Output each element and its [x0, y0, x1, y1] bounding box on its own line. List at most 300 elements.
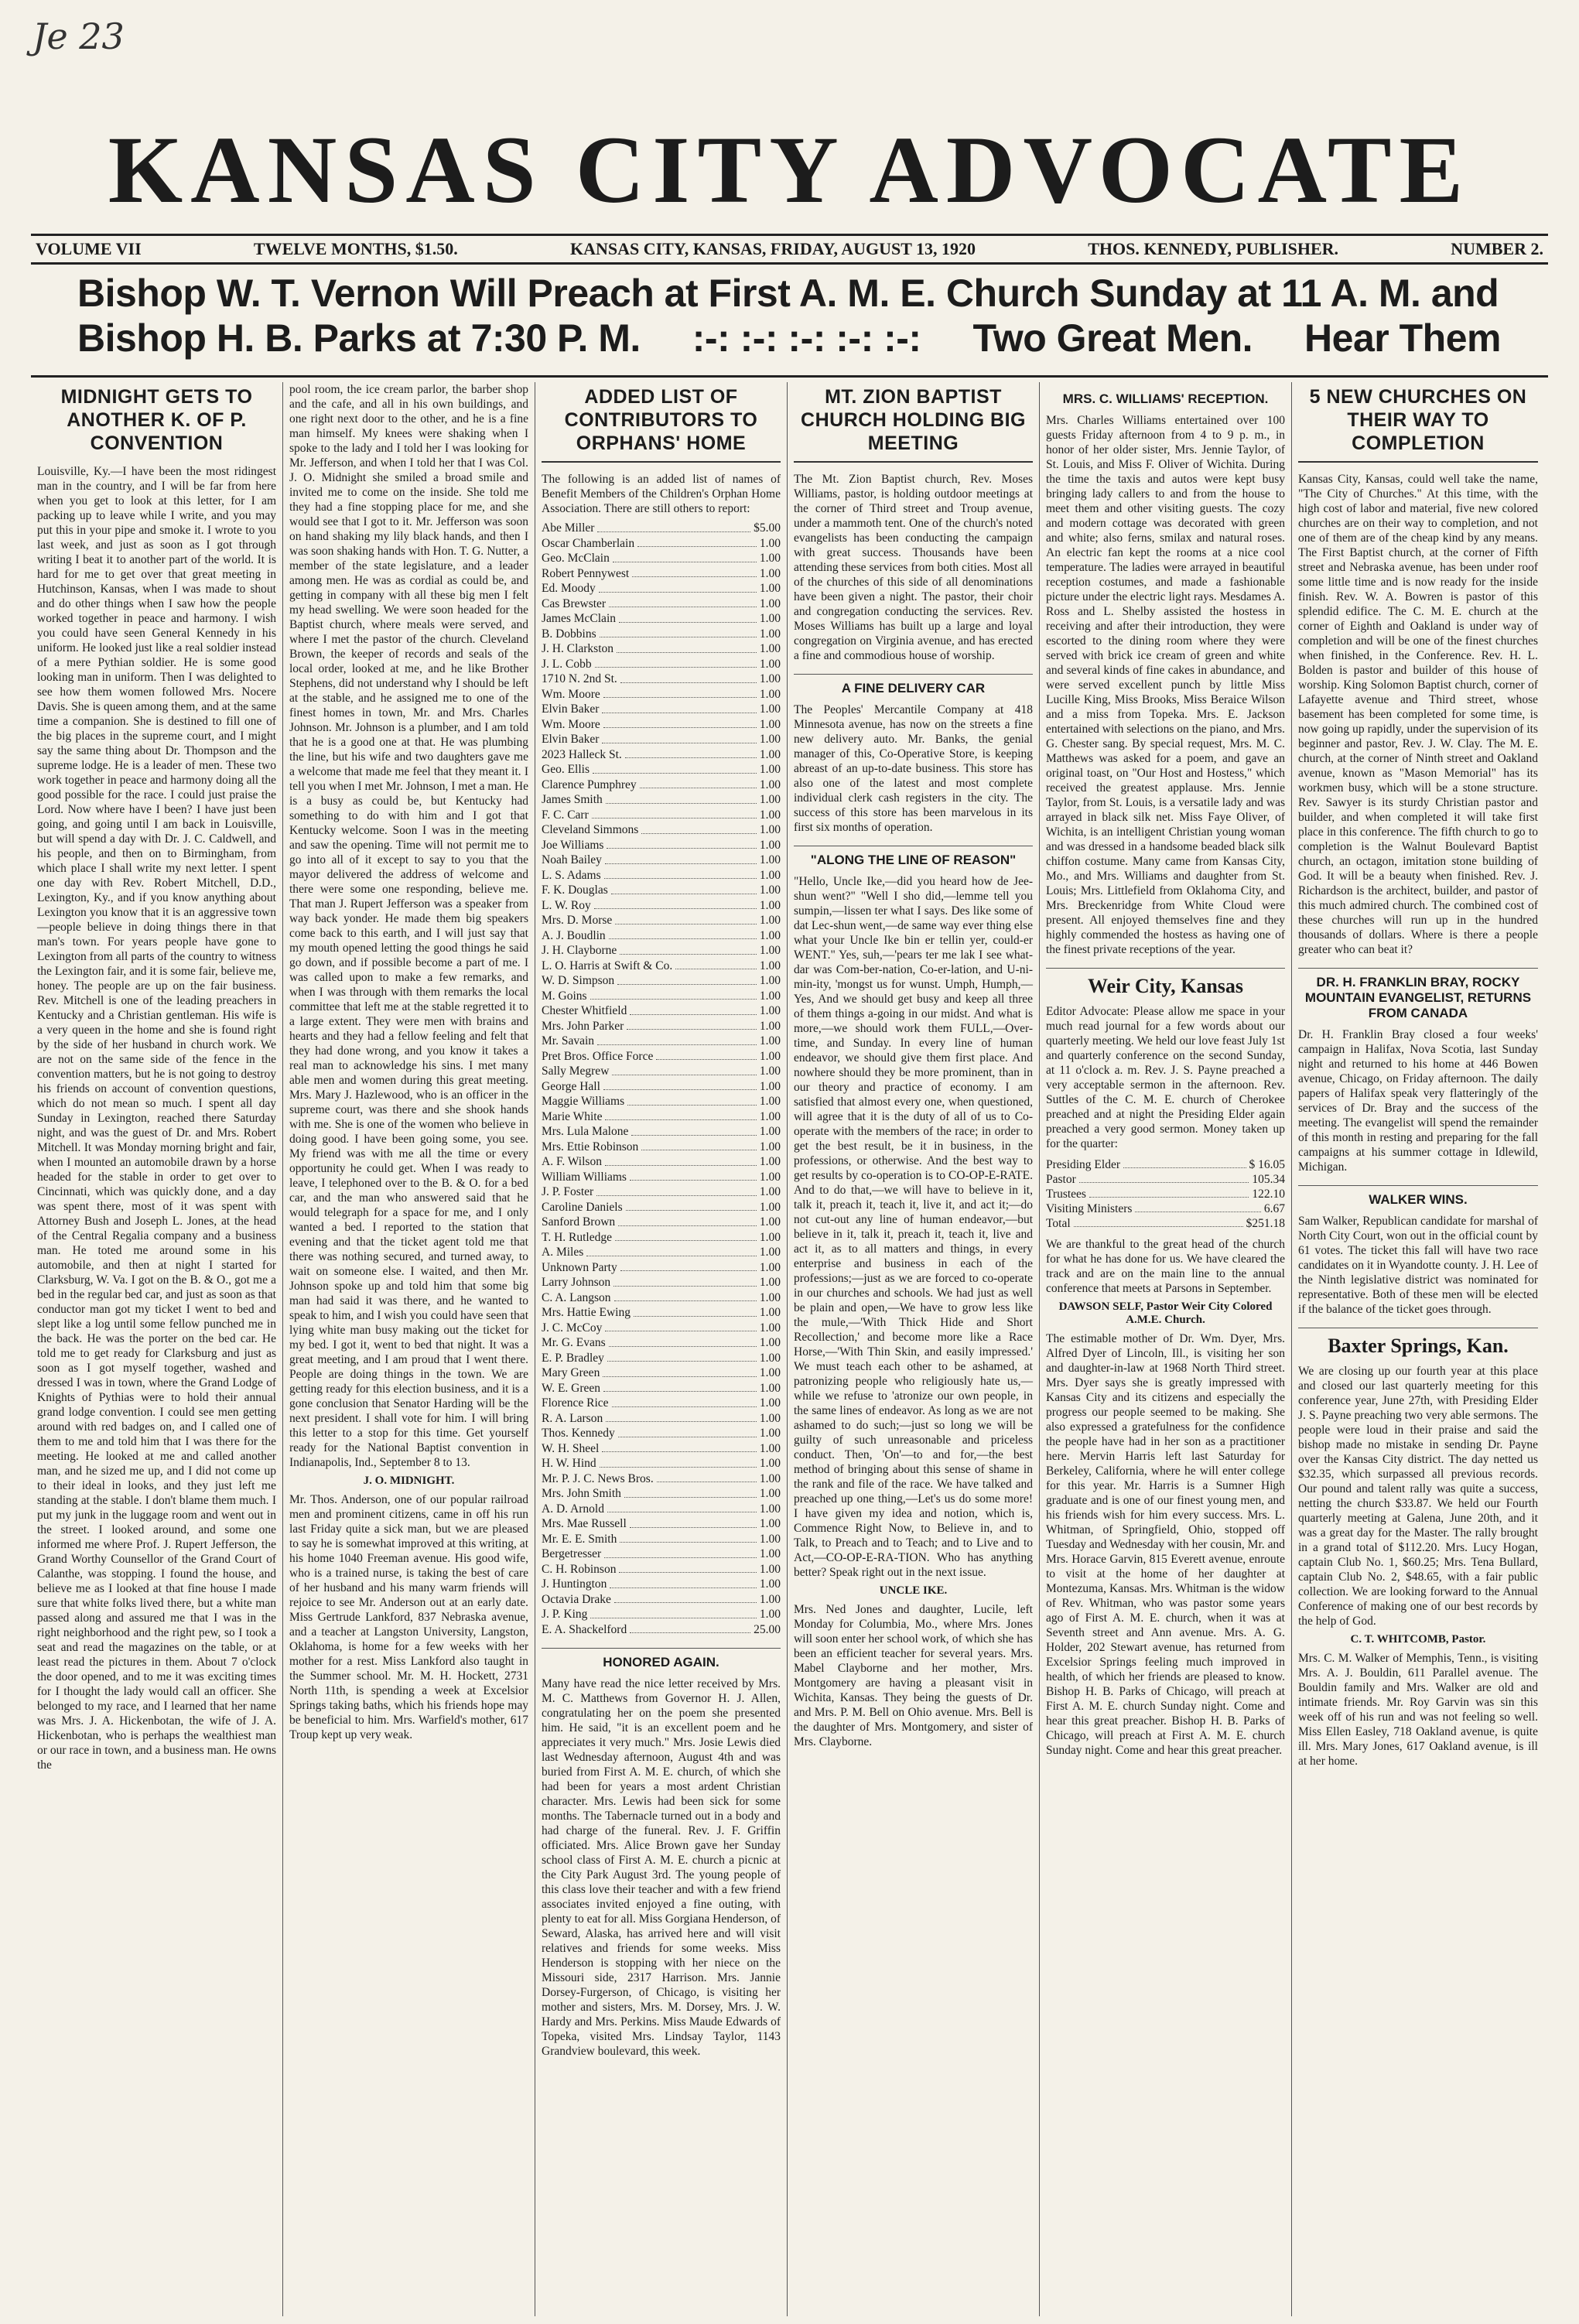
contributor-amount: 1.00: [759, 687, 781, 701]
contributor-amount: 1.00: [759, 1049, 781, 1063]
contributor-name: J. H. Clayborne: [542, 944, 617, 957]
contributor-name: Mrs. Lula Malone: [542, 1125, 629, 1138]
contributor-leader: [613, 1275, 757, 1287]
contributor-row: [542, 521, 781, 536]
contributor-name: Mrs. John Parker: [542, 1019, 624, 1033]
contributor-row: [542, 627, 781, 642]
headline-mt-zion: MT. ZION BAPTIST CHURCH HOLDING BIG MEETING: [794, 385, 1033, 463]
contributor-amount: 1.00: [759, 944, 781, 957]
contributor-name: Joe Williams: [542, 838, 604, 852]
contributor-amount: 1.00: [759, 1079, 781, 1093]
contributor-amount: 1.00: [759, 959, 781, 972]
contributor-amount: 1.00: [759, 1592, 781, 1606]
contributor-leader: [612, 1396, 757, 1407]
contributor-name: Pret Bros. Office Force: [542, 1049, 654, 1063]
contributor-row: [542, 1441, 781, 1457]
subhead-line-of-reason: "ALONG THE LINE OF REASON": [794, 846, 1033, 868]
contributor-name: W. H. Sheel: [542, 1441, 600, 1455]
contributor-name: A. Miles: [542, 1246, 584, 1259]
contributor-amount: 1.00: [759, 1019, 781, 1033]
contributor-row: [542, 1260, 781, 1276]
contributor-name: H. W. Hind: [542, 1457, 596, 1470]
contributor-amount: 1.00: [759, 868, 781, 882]
contributor-amount: 1.00: [759, 733, 781, 746]
banner-line-2d: Hear Them: [1304, 316, 1501, 360]
contributor-name: James McClain: [542, 612, 616, 625]
contributor-leader: [637, 536, 757, 548]
contributor-leader: [604, 868, 757, 880]
banner-headline: [77, 271, 1501, 371]
quarter-money-list: [1046, 1157, 1285, 1231]
contributor-amount: 1.00: [759, 1230, 781, 1244]
contributor-amount: 1.00: [759, 974, 781, 987]
contributor-amount: 1.00: [759, 582, 781, 595]
contributor-leader: [641, 1140, 757, 1151]
contributor-leader: [618, 1215, 757, 1226]
money-name: Visiting Ministers: [1046, 1202, 1133, 1215]
contributor-leader: [607, 1351, 757, 1362]
contributor-name: Sanford Brown: [542, 1215, 616, 1229]
contributor-amount: 1.00: [759, 1487, 781, 1500]
contributor-name: Mrs. Ettie Robinson: [542, 1140, 639, 1153]
contributor-name: 2023 Halleck St.: [542, 747, 622, 761]
contributor-leader: [602, 1441, 757, 1453]
contributor-row: [542, 1502, 781, 1517]
contributor-row: [542, 641, 781, 657]
personals-col4: Mrs. Ned Jones and daughter, Lucile, left Monday for Columbia, Mo., where Mrs. Jones will soon enter her school work, of which she has been an efficient teacher for several years. Mrs. Mabel Clayborne and her mother, Mrs. Montgomery are having a pleasant visit in Wichita, Kansas. They being the guests of Dr. and Mrs. P. M. Bell on Ohio avenue. Mrs. Bell is the daughter of Mrs. Montgomery, and sister of Mrs. Clayborne.: [794, 1603, 1033, 1748]
contributor-amount: 1.00: [759, 823, 781, 836]
contributor-leader: [630, 1170, 757, 1181]
contributor-leader: [586, 1245, 757, 1256]
article-weir-city: Editor Advocate: Please allow me space in your much read journal for a few words about our quarterly meeting. We held our love feast July 1st and quarterly conference on the second Sunday, at 11 o'clock a. m. Rev. J. S. Payne preached a very acceptable sermon in the afternoon. Rev. Suttles of the C. M. E. church of Cherokee preached and at night the Presiding Elder again preached a very good sermon. Money taken up for the quarter:: [1046, 1005, 1285, 1150]
contributor-amount: 1.00: [759, 1109, 781, 1123]
contributor-amount: 1.00: [759, 536, 781, 550]
contributor-amount: 1.00: [759, 1306, 781, 1319]
contributor-name: B. Dobbins: [542, 627, 596, 641]
contributor-amount: 1.00: [759, 989, 781, 1003]
contributor-name: M. Goins: [542, 989, 587, 1003]
contributor-amount: 1.00: [759, 1351, 781, 1365]
contributor-row: [542, 747, 781, 763]
contributor-name: E. P. Bradley: [542, 1351, 604, 1365]
contributor-name: Elvin Baker: [542, 733, 600, 746]
contributor-leader: [619, 611, 757, 623]
column-1: [31, 382, 283, 2316]
contributor-leader: [606, 792, 757, 804]
contributor-amount: 1.00: [759, 1532, 781, 1546]
contributor-leader: [632, 566, 757, 578]
contributor-leader: [615, 913, 757, 924]
contributor-amount: 1.00: [759, 672, 781, 685]
contributor-amount: 1.00: [759, 1290, 781, 1304]
contributor-row: [542, 838, 781, 853]
contributor-name: R. A. Larson: [542, 1411, 603, 1425]
contributor-name: Noah Bailey: [542, 853, 602, 866]
contributor-name: George Hall: [542, 1079, 600, 1093]
article-line-of-reason: "Hello, Uncle Ike,—did you heard how de Jee-shun went?" "Well I sho did,—lemme tell you sumpin,—lissen ter what I says. Des like some of dat Lec-shun went,—de same way ever thing else what your Uncle Ike bin er tellin yer, could-er WENT." Yes, suh,—'pears ter me lak I see what-dar was Com-ber-nation, Co-er-lation, and U-ni-min-ity, 'mongst us for wunst. Umph, Humph,—Yes, And we should get busy and keep all three of them things a-going in our midst. And what is more,—we should work them FULL,—Over-time, and Sunday. In every line of human endeavor, we should give them first place. And nowhere should they be more prominent, than in our theory and practice of economy. I am satisfied that almost every one, when questioned, will agree that it is the duty of all of us to Co-operate with the members of the race; in order to get the best result, be it in business, in the professions, or otherwise. And the best way to get results by co-operation is to CO-OP-E-RATE. And to do that,—we will have to believe in it, talk it, preach it, teach it, live it, and act it;—do not cut-out any line of human endeavor,—but believe in it, talk it, preach it, teach it, live and act it, as to all matters and things, in every enterprise and business in each of the professions;—just as we are forced to co-operate in our churches and schools. We had just as well be plain and open,—We have to grow less like the mule,—'With Thick Hide and Short Recollection,' and become more like a Race Horse,—'With Thin Skin, and easily impressed.' We must teach each other to be ashamed, at patronizing people who religiously hate us,—while we refuse to 'atronize our own people, in the same lines of endeavor. As long as we are not ashamed to do such;—just so long we will be guilty of such unreasonable and priceless conduct. Then, 'On'—to and for,—the best method of bringing about this sense of shame in the rank and file of the race. We have talked and preached up one thing,—Let's us do some more! I have given my idea and notion, which is, Commence Right Now, to Believe in, and to Talk, to Preach and to Teach; and to Live and to Act,—CO-OP-E-RA-TION. Who has anything better? Speak right out in the next issue.: [794, 875, 1033, 1579]
contributor-amount: 1.00: [759, 928, 781, 942]
money-name: Pastor: [1046, 1173, 1076, 1186]
money-row: [1046, 1157, 1285, 1172]
contributor-row: [542, 868, 781, 883]
contributor-amount: 1.00: [759, 747, 781, 761]
contributor-leader: [641, 822, 757, 834]
article-bray: Dr. H. Franklin Bray closed a four weeks' campaign in Halifax, Nova Scotia, last Sunday night and returned to his home at 446 Bowen avenue, Chicago, on Friday afternoon. The daily papers of Halifax speak very flatteringly of the services of Dr. Bray and the success of the meeting. The evangelist will spend the remainder of this month in resting and preparing for the fall campaigns at his summer cottage in Idlewild, Michigan.: [1298, 1028, 1538, 1174]
money-name: Trustees: [1046, 1188, 1086, 1201]
contributor-name: Cleveland Simmons: [542, 823, 639, 836]
money-leader: [1079, 1172, 1249, 1183]
contributor-row: [542, 1592, 781, 1608]
contributor-amount: 1.00: [759, 1577, 781, 1591]
contributor-leader: [612, 1064, 756, 1075]
contributor-name: C. H. Robinson: [542, 1562, 617, 1576]
contributor-amount: 1.00: [759, 1065, 781, 1078]
contributor-name: Wm. Moore: [542, 687, 600, 701]
column-3: [535, 382, 788, 2316]
contributor-leader: [602, 732, 756, 743]
contributor-name: Caroline Daniels: [542, 1200, 623, 1214]
contributor-leader: [618, 1426, 757, 1437]
contributor-name: Mr. P. J. C. News Bros.: [542, 1471, 654, 1485]
contributor-amount: 1.00: [759, 552, 781, 565]
contributor-amount: 1.00: [759, 1185, 781, 1198]
contributor-row: [542, 1381, 781, 1396]
contributor-row: [542, 536, 781, 552]
contributor-row: [542, 853, 781, 868]
article-mt-zion-body: The Mt. Zion Baptist church, Rev. Moses Williams, pastor, is holding outdoor meetings at the corner of Third street and Troup avenue, under a mammoth tent. One of the church's noted evangelists has been conducting the campaign with great success. Thousands have been attending these services from both cities. Most all of the churches of this side of all denominations have been given a night. The pastor, their choir and congregation conducting the services. Rev. Moses Williams has built up a large and loyal congregation on Virginia avenue, and has erected a fine and commodious house of worship.: [794, 473, 1033, 662]
contributor-amount: 1.00: [759, 1336, 781, 1349]
contributor-amount: 1.00: [759, 717, 781, 731]
contributor-name: A. F. Wilson: [542, 1155, 602, 1168]
contributor-leader: [619, 1562, 756, 1574]
contributor-row: [542, 1019, 781, 1034]
contributor-leader: [605, 1109, 756, 1121]
contributor-amount: 1.00: [759, 1155, 781, 1168]
column-2: [283, 382, 535, 2316]
contributor-name: Robert Pennywest: [542, 566, 630, 580]
contributor-amount: 1.00: [759, 883, 781, 897]
contributor-name: Mrs. Mae Russell: [542, 1517, 627, 1530]
contributor-row: [542, 611, 781, 627]
contributor-name: Clarence Pumphrey: [542, 778, 637, 791]
contributor-amount: 1.00: [759, 657, 781, 671]
contributor-leader: [620, 1532, 757, 1543]
contributor-amount: 1.00: [759, 1276, 781, 1289]
contributor-name: J. P. Foster: [542, 1185, 594, 1198]
contributor-row: [542, 1124, 781, 1140]
contributor-row: [542, 566, 781, 582]
subhead-baxter-springs: Baxter Springs, Kan.: [1298, 1328, 1538, 1358]
contributor-row: [542, 1109, 781, 1125]
contributor-name: F. C. Carr: [542, 808, 589, 822]
contributor-amount: 1.00: [759, 1608, 781, 1621]
contributor-row: [542, 732, 781, 747]
contributor-leader: [593, 762, 757, 774]
subscription-price: TWELVE MONTHS, $1.50.: [253, 239, 458, 258]
masthead-title: KANSAS CITY ADVOCATE: [108, 117, 1471, 223]
contributor-row: [542, 581, 781, 596]
headline-midnight: MIDNIGHT GETS TO ANOTHER K. OF P. CONVENTION: [60, 386, 253, 454]
contributor-name: W. D. Simpson: [542, 974, 615, 987]
contributor-leader: [625, 747, 757, 759]
contributor-row: [542, 1486, 781, 1502]
contributor-leader: [590, 989, 757, 1000]
contributor-leader: [675, 959, 757, 970]
contributor-amount: 25.00: [754, 1622, 781, 1636]
contributor-leader: [630, 1516, 757, 1528]
contributor-name: Florence Rice: [542, 1396, 609, 1410]
contributor-name: J. H. Clarkston: [542, 642, 613, 655]
contributor-row: [542, 1411, 781, 1427]
contributor-name: Mrs. D. Morse: [542, 914, 613, 927]
contributor-name: Mrs. John Smith: [542, 1487, 621, 1500]
contributor-name: L. W. Roy: [542, 898, 591, 912]
subhead-weir-city: Weir City, Kansas: [1046, 968, 1285, 998]
article-baxter-springs: We are closing up our fourth year at this place and closed our last quarterly meeting for this conference year, June 27th, with Presiding Elder J. S. Payne preaching two very able sermons. The people were loud in their praise and said the bishop made no mistake in sending Dr. Payne over the Kansas City district. The day netted us $32.35, which surpassed all previous records. Our pound and talent rally was quite a success, netting the church $33.87. We held our Fourth quarterly meeting at Galena, June 20th, and it was a great day for the Master. The rally brought in a grand total of $112.20. Mrs. Lucy Hogan, captain Club No. 1, $60.25; Mrs. Tena Bullard, captain Club No. 2, $48.65, with a fair public collection. We are looking forward to the Annual Conference of making one of our best records by the help of God.: [1298, 1365, 1538, 1628]
contributor-row: [542, 1365, 781, 1381]
subhead-delivery-car: A FINE DELIVERY CAR: [794, 674, 1033, 696]
article-walker-wins: Sam Walker, Republican candidate for marshal of North City Court, won out in the official count by 61 votes. The ticket this fall will have two race candidates on it in Wyandotte county. J. H. Lee of the Ninth legislative district was nominated for representative. Both of these men will be elected if the balance of the ticket goes through.: [1298, 1215, 1538, 1316]
money-amount: 6.67: [1263, 1202, 1285, 1215]
contributor-row: [542, 1532, 781, 1547]
contributor-name: J. L. Cobb: [542, 657, 592, 671]
contributor-row: [542, 1200, 781, 1215]
contributor-amount: 1.00: [759, 1457, 781, 1470]
contributor-name: Geo. Ellis: [542, 763, 590, 776]
contributor-leader: [609, 928, 757, 940]
contributor-leader: [603, 687, 757, 699]
contributor-name: Oscar Chamberlain: [542, 536, 635, 550]
contributor-leader: [594, 898, 757, 910]
contributor-leader: [657, 1471, 757, 1483]
contributor-row: [542, 1245, 781, 1260]
contributor-name: Chester Whitfield: [542, 1004, 627, 1017]
contributor-leader: [592, 808, 757, 819]
handwritten-mark: Je 23: [32, 15, 125, 57]
contributor-leader: [630, 1622, 750, 1634]
contributor-row: [542, 1154, 781, 1170]
contributor-row: [542, 1351, 781, 1366]
column-6: [1292, 382, 1544, 2316]
contributor-amount: 1.00: [759, 1471, 781, 1485]
money-row: [1046, 1172, 1285, 1187]
contributor-leader: [605, 1154, 757, 1166]
contributor-row: [542, 1003, 781, 1019]
money-amount: 105.34: [1252, 1173, 1285, 1186]
contributor-amount: 1.00: [759, 596, 781, 610]
contributor-leader: [620, 672, 757, 683]
contributor-amount: 1.00: [759, 642, 781, 655]
contributor-row: [542, 883, 781, 898]
contributor-name: Geo. McClain: [542, 552, 610, 565]
contributor-leader: [620, 943, 757, 955]
banner-rule: [31, 375, 1548, 378]
contributor-leader: [605, 853, 757, 864]
contributor-amount: 1.00: [759, 1427, 781, 1440]
contributor-leader: [597, 1034, 757, 1045]
money-row: [1046, 1201, 1285, 1216]
banner-line-2: [77, 316, 1501, 361]
money-amount: $251.18: [1246, 1217, 1285, 1230]
contributor-amount: $5.00: [754, 521, 781, 535]
contributor-leader: [603, 1079, 757, 1091]
contributor-name: A. J. Boudlin: [542, 928, 606, 942]
money-amount: 122.10: [1252, 1188, 1285, 1201]
contributor-row: [542, 1396, 781, 1411]
headline-contributors: ADDED LIST OF CONTRIBUTORS TO ORPHANS' HOME: [542, 385, 781, 463]
money-leader: [1074, 1216, 1243, 1227]
columns: [31, 382, 1548, 2316]
contributor-amount: 1.00: [759, 1411, 781, 1425]
contributor-amount: 1.00: [759, 1170, 781, 1184]
dateline: [31, 234, 1548, 265]
contributor-name: T. H. Rutledge: [542, 1230, 612, 1244]
contributor-row: [542, 1516, 781, 1532]
contributor-name: J. C. McCoy: [542, 1321, 603, 1335]
column-5: [1040, 382, 1292, 2316]
contributor-row: [542, 1049, 781, 1065]
contributor-leader: [630, 1003, 757, 1015]
contributor-row: [542, 1546, 781, 1562]
contributor-name: C. A. Langson: [542, 1290, 611, 1304]
contributor-leader: [620, 1260, 757, 1272]
contributor-amount: 1.00: [759, 1200, 781, 1214]
contributor-amount: 1.00: [759, 1502, 781, 1516]
contributor-amount: 1.00: [759, 808, 781, 822]
whitcomb-signature: C. T. WHITCOMB, Pastor.: [1350, 1633, 1486, 1646]
contributor-amount: 1.00: [759, 1441, 781, 1455]
article-reception: Mrs. Charles Williams entertained over 100 guests Friday afternoon from 4 to 9 p. m., in honor of her older sister, Mrs. Jennie Taylor, of St. Louis, and Miss F. Oliver of Wichita. During the time the taxis and autos were kept busy bringing lady callers to and from the house to meet them and other visiting guests. The cozy and modern cottage was decorated with green and white; also ferns, smilax and natural roses. An electric fan kept the rooms at a nice cool temperature. The ladies were arrayed in beautiful reception costumes, and made a fashionable picture under the electric light rays. Mesdames A. Ross and L. Shelby assisted the hostess in receiving and after their introduction, they were escorted to the dining room where they were served with brick ice cream of green and white and several kinds of fine cakes in abundance, and were served excellent punch by little Miss Lucille King, Miss Brooks, Miss Beraice Wilson and a miss from Topeka. Mrs. E. Jackson entertained with selections on the piano, and Mrs. G. Chester sang. By special request, Mrs. M. C. Matthews was asked for a poem, and gave an original toast, on "Our Host and Hostess," which received the greatest applause. Mrs. Jennie Taylor, from St. Louis, is a versatile lady and was arrayed in black silk net. Miss Faye Oliver, of Wichita, is an intelligent Christian young woman and was dressed in a handsome beaded black silk chiffon costume. Many came from Kansas City, Mo., and Mrs. Williams and daughter from St. Louis; Mrs. Littlefield from Oklahoma City, and Mrs. Breckenridge from White Cloud were present. All enjoyed themselves fine and they highly commended the hostess as having one of the finest private receptions of the year.: [1046, 414, 1285, 956]
contributor-amount: 1.00: [759, 1562, 781, 1576]
money-leader: [1135, 1201, 1260, 1212]
contributor-name: Mr. G. Evans: [542, 1336, 606, 1349]
contributor-row: [542, 1064, 781, 1079]
banner-line-2c: Two Great Men.: [972, 316, 1253, 360]
contributor-row: [542, 959, 781, 974]
contributor-leader: [617, 641, 757, 653]
contributor-leader: [605, 1321, 757, 1332]
personals-col3: Many have read the nice letter received by Mrs. M. C. Matthews from Governor H. J. Allen, congratulating her on the poem she presented him. He said, "it is an excellent poem and he appreciates it very much." Mrs. Josie Lewis died last Wednesday afternoon, August 4th and was buried from First A. M. E. church, of which she had been for years a most ardent Christian character. Mrs. Lewis had been sick for some months. The Tabernacle turned out in a body and had charge of the funeral. Rev. J. F. Griffin officiated. Mrs. Alice Brown gave her Sunday school class of First A. M. E. church a picnic at the City Park August 3rd. The young people of this class love their teacher and with a few friend associates invited enjoyed a fine outing, with plenty to eat for all. Miss Gorgiana Henderson, of Seward, Alaska, has arrived here and will visit relatives and friends for some weeks. Miss Henderson is stopping with her niece on the Missouri side, 2317 Harrison. Mrs. Jannie Dorsey-Furgerson, of Chicago, is visiting her mother and sisters, Mrs. M. Dorsey, Mrs. J. W. Hardy and Mrs. Perkins. Miss Maude Edwards of Topeka, visited Mrs. Lindsay Taylor, 1143 Grandview boulevard, this week.: [542, 1677, 781, 2058]
contributor-amount: 1.00: [759, 1260, 781, 1274]
contributor-leader: [613, 551, 757, 562]
contributor-name: Cas Brewster: [542, 596, 607, 610]
contributor-row: [542, 702, 781, 717]
contributor-name: W. E. Green: [542, 1381, 601, 1395]
contributor-leader: [631, 1124, 757, 1136]
contributor-row: [542, 687, 781, 702]
contributor-amount: 1.00: [759, 793, 781, 806]
contributor-leader: [656, 1049, 757, 1061]
contributor-name: Ed. Moody: [542, 582, 596, 595]
contributor-name: Abe Miller: [542, 521, 595, 535]
contributor-row: [542, 1170, 781, 1185]
money-amount: $ 16.05: [1249, 1158, 1285, 1171]
contributor-amount: 1.00: [759, 612, 781, 625]
contributor-leader: [596, 1184, 757, 1196]
contributor-row: [542, 1305, 781, 1321]
contributor-name: Octavia Drake: [542, 1592, 611, 1606]
contributor-amount: 1.00: [759, 1366, 781, 1379]
contributor-leader: [602, 702, 756, 713]
contributor-name: Mr. Savain: [542, 1034, 595, 1048]
subhead-bray: DR. H. FRANKLIN BRAY, ROCKY MOUNTAIN EVANGELIST, RETURNS FROM CANADA: [1298, 968, 1538, 1021]
contributor-name: Marie White: [542, 1109, 603, 1123]
contributor-name: L. S. Adams: [542, 868, 601, 882]
contributor-row: [542, 943, 781, 959]
article-midnight-continued: pool room, the ice cream parlor, the barber shop and the cafe, and all in his own buildings, and one right next door to the other, and he is a fine man himself. My knees were shaking when I spoke to the lady and I told her I was looking for Mr. Jefferson, and when I told her that I was Col. J. O. Midnight she smiled a broad smile and invited me to come on the inside. She told me they had a fine stopping place for me, and she would see that I got to it. Mr. Jefferson was soon on hand shaking my lily black hands, and then I was soon shaking hands with Hon. T. G. Nutter, a member of the state legislature, and a leader among men. He was as cordial as could be, and getting in company with all these big men I felt my head swelling. We were soon headed for the Baptist church, where meals were served, and where I met the pastor of the church. Cleveland Brown, the keeper of records and seals of the local order, looked at me, and he like Brother Stephens, did not understand why I should be left at the stable, and he assigned me to one of the finest homes in town, Mr. and Mrs. Charles Johnson. Mr. Johnson is a plumber, and I am told that he is a good one at that. He was plumbing the line, but his wife and two daughters gave me a welcome that made me feel that they meant it. I tell you when I met Mr. Johnson, I met a man. He is a busy as could be, but Kentucky had something to do with him and I got that Kentucky welcome. Soon I was in the meeting and saw the opening. Time will not permit me to go into all of it except to say to you that the mayor delivered the address of welcome and there were some one responding, believe me. That man J. Rupert Jefferson was a speaker from way back yonder. He made them big speakers come back to this earth, and I will just say that my mouth opened letting the good things he said go down, and if possible become a part of me. I was called upon to make a few remarks, and when I was through with them remarks the local committee that left me at the stable regretted it to a large extent. They were men with brains and hearts and they had a fellow feeling and felt that they had done wrong, and you know it takes a real man to acknowledge his sins. I met many able men and women during this great meeting. Mrs. Mary J. Hazlewood, who is an officer in the supreme court, was there and she shook hands with me. She is one of the women who believe in doing good. I have been going some, you see. My friend was with me all the time or every opportunity he could get. When I was ready to leave, I telephoned over to the B. & O. for a bed car, and the man who answered said that he would telegraph for a space for me, and I only wanted a bed. I reported to the station that evening and that the ticket agent told me that there was nothing secured, and turned away, to wait on someone else. I waited, and then Mr. Johnson spoke up and told him that some big man had said it was there, and he wanted to speak to him, and I wish you could have seen that lying white man busy making out the ticket for my bed. I got it, went to bed that night. It was a great meeting, and I am proud that I went there. People are doing things in the town. We are getting ready for this election business, and it is a gone conclusion that Senator Harding will be the next president. I shall vote for him. I will bring this letter to a stop for this time. Get yourself ready for the National Baptist convention in Indianapolis, Ind., September 8 to 13.: [289, 383, 528, 1469]
article-new-churches: Kansas City, Kansas, could well take the name, "The City of Churches." At this time, with the high cost of labor and material, five new colored churches are on their way to completion, and not one of them are of the cheap kind by any means. The First Baptist church, at the corner of Fifth street and Nebraska avenue, has been under roof some little time and is now ready for the inside finish. Rev. W. A. Bowren is pastor of this splendid edifice. The C. M. E. church at the corner of Eighth and Oakland is under way of completion and will be one of the finest churches when finished, in the Conference. Rev. H. L. Bolden is pastor and builder of this house of worship. King Solomon Baptist church, corner of Lafayette avenue and Third street, whose basement has been completed for some time, is now going up rapidly, under the supervision of its beginner and pastor, Rev. J. W. Clay. The M. E. church, at the corner of Ninth street and Oakland avenue, known as "Mason Memorial" has its workmen busy, which will be a stone structure. Rev. Sawyer is its sturdy Christian pastor and builder, and when completed it will take first place in this conference. The fifth church to go to completion is the Walnut Boulevard Baptist church, an octagon, imitation stone building of God. It will be a beauty when finished. Rev. J. Richardson is the architect, builder, and pastor of this much admired church. The combined cost of these churches will run up in the hundred thousands of dollars. Where is there a people greater who can beat it?: [1298, 473, 1538, 956]
money-name: Total: [1046, 1217, 1071, 1230]
contributors-list: [542, 521, 781, 1637]
contributor-row: [542, 1321, 781, 1336]
contributor-name: 1710 N. 2nd St.: [542, 672, 617, 685]
subhead-honored: HONORED AGAIN.: [542, 1648, 781, 1670]
contributor-row: [542, 1079, 781, 1095]
personals-col5: The estimable mother of Dr. Wm. Dyer, Mrs. Alfred Dyer of Lincoln, Ill., is visiting her son and daughter-in-law at 1968 North Third street. Mrs. Dyer says she is greatly impressed with Kansas City and its citizens and especially the progress our people seemed to be making. She also expressed a gratefulness for the confidence the people have had in her son as a practitioner here. Mervin Harris left last Saturday for Berkeley, California, where he will enter college for this year. Mr. Harris is a Sumner High graduate and is one of our finest young men, and his friends wish for him every success. Mrs. L. Whitman, of Springfield, Ohio, stopped off Tuesday and Wednesday with her cousin, Mr. and Mrs. Horace Garvin, 815 Everett avenue, enroute to visit at the home of her daughter at Montezuma, Kansas. Mrs. Whitman is the widow of Rev. Whitman, who was pastor some years ago of First A. M. E. church, when it was at Seventh street and Ann avenue. Mrs. A. G. Holder, 202 Stewart avenue, has returned from Excelsior Springs feeling much improved in health, of which her friends are pleased to know. Bishop H. B. Parks of Chicago, will preach at First A. M. E. church Sunday night. Come and hear this great preacher. Bishop H. B. Parks of Chicago, will preach at First A. M. E. church Sunday night. Come and hear this great preacher.: [1046, 1332, 1285, 1757]
article-weir-city-closing: We are thankful to the great head of the church for what he has done for us. We have cleared the track and are on the main line to the annual conference that meets at Parsons in September.: [1046, 1238, 1285, 1295]
contributor-name: William Williams: [542, 1170, 627, 1184]
contributor-row: [542, 1094, 781, 1109]
contributor-amount: 1.00: [759, 1140, 781, 1153]
banner-line-1: Bishop W. T. Vernon Will Preach at First A. M. E. Church Sunday at 11 A. M. and: [77, 272, 1499, 315]
place-date: KANSAS CITY, KANSAS, FRIDAY, AUGUST 13, 1920: [569, 239, 976, 258]
contributor-amount: 1.00: [759, 702, 781, 716]
headline-new-churches: 5 NEW CHURCHES ON THEIR WAY TO COMPLETION: [1298, 385, 1538, 463]
issue-number: NUMBER 2.: [1451, 239, 1543, 258]
contributor-leader: [609, 1335, 757, 1347]
contributor-row: [542, 1230, 781, 1246]
contributor-row: [542, 1622, 781, 1638]
uncle-ike-signature: UNCLE IKE.: [879, 1584, 948, 1597]
contributor-name: J. Huntington: [542, 1577, 607, 1591]
contributor-amount: 1.00: [759, 1125, 781, 1138]
contributor-row: [542, 913, 781, 928]
contributor-row: [542, 1577, 781, 1592]
contributor-row: [542, 989, 781, 1004]
contributor-row: [542, 778, 781, 793]
publisher: THOS. KENNEDY, PUBLISHER.: [1088, 239, 1339, 258]
contributor-leader: [607, 1502, 757, 1513]
money-leader: [1123, 1157, 1246, 1168]
contributor-amount: 1.00: [759, 1321, 781, 1335]
article-delivery-car: The Peoples' Mercantile Company at 418 Minnesota avenue, has now on the streets a fine new delivery auto. Mr. Banks, the genial manager of this, Co-Operative Store, is keeping abreast of an up-to-date business. This store has also one of the latest and most complete individual clerk cash registers in the city. The success of this store has been marvelous in its first six months of operation.: [794, 703, 1033, 834]
contributor-amount: 1.00: [759, 1381, 781, 1395]
contributor-name: J. P. King: [542, 1608, 588, 1621]
contributor-row: [542, 551, 781, 566]
contributor-row: [542, 1471, 781, 1487]
contributor-name: F. K. Douglas: [542, 883, 608, 897]
contributor-row: [542, 596, 781, 612]
contributor-leader: [603, 1365, 757, 1377]
contributor-amount: 1.00: [759, 1246, 781, 1259]
contributor-row: [542, 672, 781, 687]
contributor-leader: [600, 1456, 757, 1468]
contributor-name: Bergetresser: [542, 1547, 602, 1560]
newspaper-page: [31, 15, 1548, 2309]
contributor-leader: [610, 1577, 756, 1588]
contributor-leader: [595, 657, 757, 668]
contributor-amount: 1.00: [759, 853, 781, 866]
contributor-amount: 1.00: [759, 763, 781, 776]
money-name: Presiding Elder: [1046, 1158, 1120, 1171]
contributor-name: Unknown Party: [542, 1260, 617, 1274]
contributor-leader: [609, 596, 757, 608]
contributor-leader: [611, 883, 757, 894]
contributor-name: Mr. E. E. Smith: [542, 1532, 617, 1546]
contributor-row: [542, 822, 781, 838]
contributor-amount: 1.00: [759, 627, 781, 641]
contributor-row: [542, 1562, 781, 1577]
